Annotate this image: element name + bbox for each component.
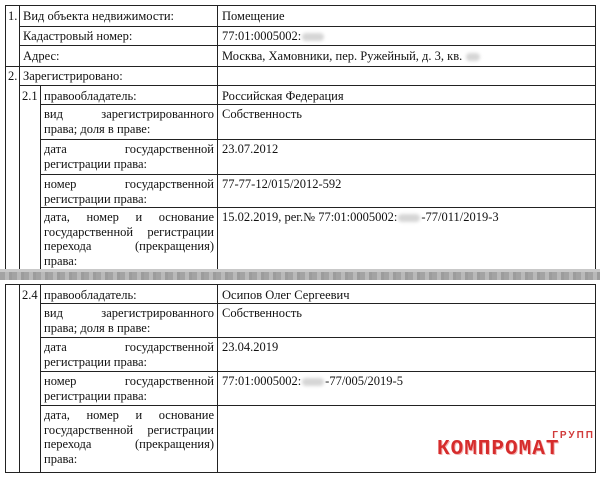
right-type-label: вид зарегистрированного права; доля в праве: — [44, 107, 214, 136]
registered-label: Зарегистрировано: — [23, 69, 123, 83]
reg-number-value: 77-77-12/015/2012-592 — [222, 177, 342, 191]
cadastral-number-label: Кадастровый номер: — [23, 29, 133, 43]
redacted-mark — [302, 33, 324, 41]
watermark-subtitle: ГРУПП — [552, 430, 595, 441]
property-type-label: Вид объекта недвижимости: — [23, 9, 175, 23]
entry-number-2-4: 2.4 — [22, 288, 38, 302]
redacted-mark — [466, 53, 480, 61]
reg-date-value: 23.07.2012 — [222, 142, 279, 156]
property-type-value: Помещение — [222, 9, 285, 23]
right-type-value: Собственность — [222, 107, 302, 121]
address-value: Москва, Хамовники, пер. Ружейный, д. 3, кв. — [222, 49, 481, 63]
reg-date-label: дата государственной регистрации права: — [44, 142, 214, 171]
address-label: Адрес: — [23, 49, 60, 63]
transfer-value: 15.02.2019, рег.№ 77:01:0005002: -77/011/2019-3 — [222, 210, 499, 224]
row-number-2: 2. — [8, 69, 18, 83]
holder-value: Осипов Олег Сергеевич — [222, 288, 350, 302]
transfer-label: дата, номер и основание государственной регистрации перехода (прекращения) права: — [44, 408, 214, 466]
entry-number-2-1: 2.1 — [22, 89, 38, 103]
holder-label: правообладатель: — [44, 89, 137, 103]
redacted-mark — [302, 378, 324, 386]
watermark-logo — [437, 428, 597, 468]
reg-number-value: 77:01:0005002: -77/005/2019-5 — [222, 374, 403, 388]
reg-date-label: дата государственной регистрации права: — [44, 340, 214, 369]
reg-number-label: номер государственной регистрации права: — [44, 374, 214, 403]
cadastral-number-value: 77:01:0005002: — [222, 29, 325, 43]
right-type-value: Собственность — [222, 306, 302, 320]
transfer-label: дата, номер и основание государственной регистрации перехода (прекращения) права: — [44, 210, 214, 268]
reg-date-value: 23.04.2019 — [222, 340, 279, 354]
reg-number-label: номер государственной регистрации права: — [44, 177, 214, 206]
right-type-label: вид зарегистрированного права; доля в праве: — [44, 306, 214, 335]
watermark-title: КОМПРОМАТ — [437, 438, 560, 461]
page-cut-strip — [0, 269, 600, 280]
holder-label: правообладатель: — [44, 288, 137, 302]
holder-value: Российская Федерация — [222, 89, 344, 103]
redacted-mark — [398, 214, 420, 222]
row-number-1: 1. — [8, 9, 18, 23]
